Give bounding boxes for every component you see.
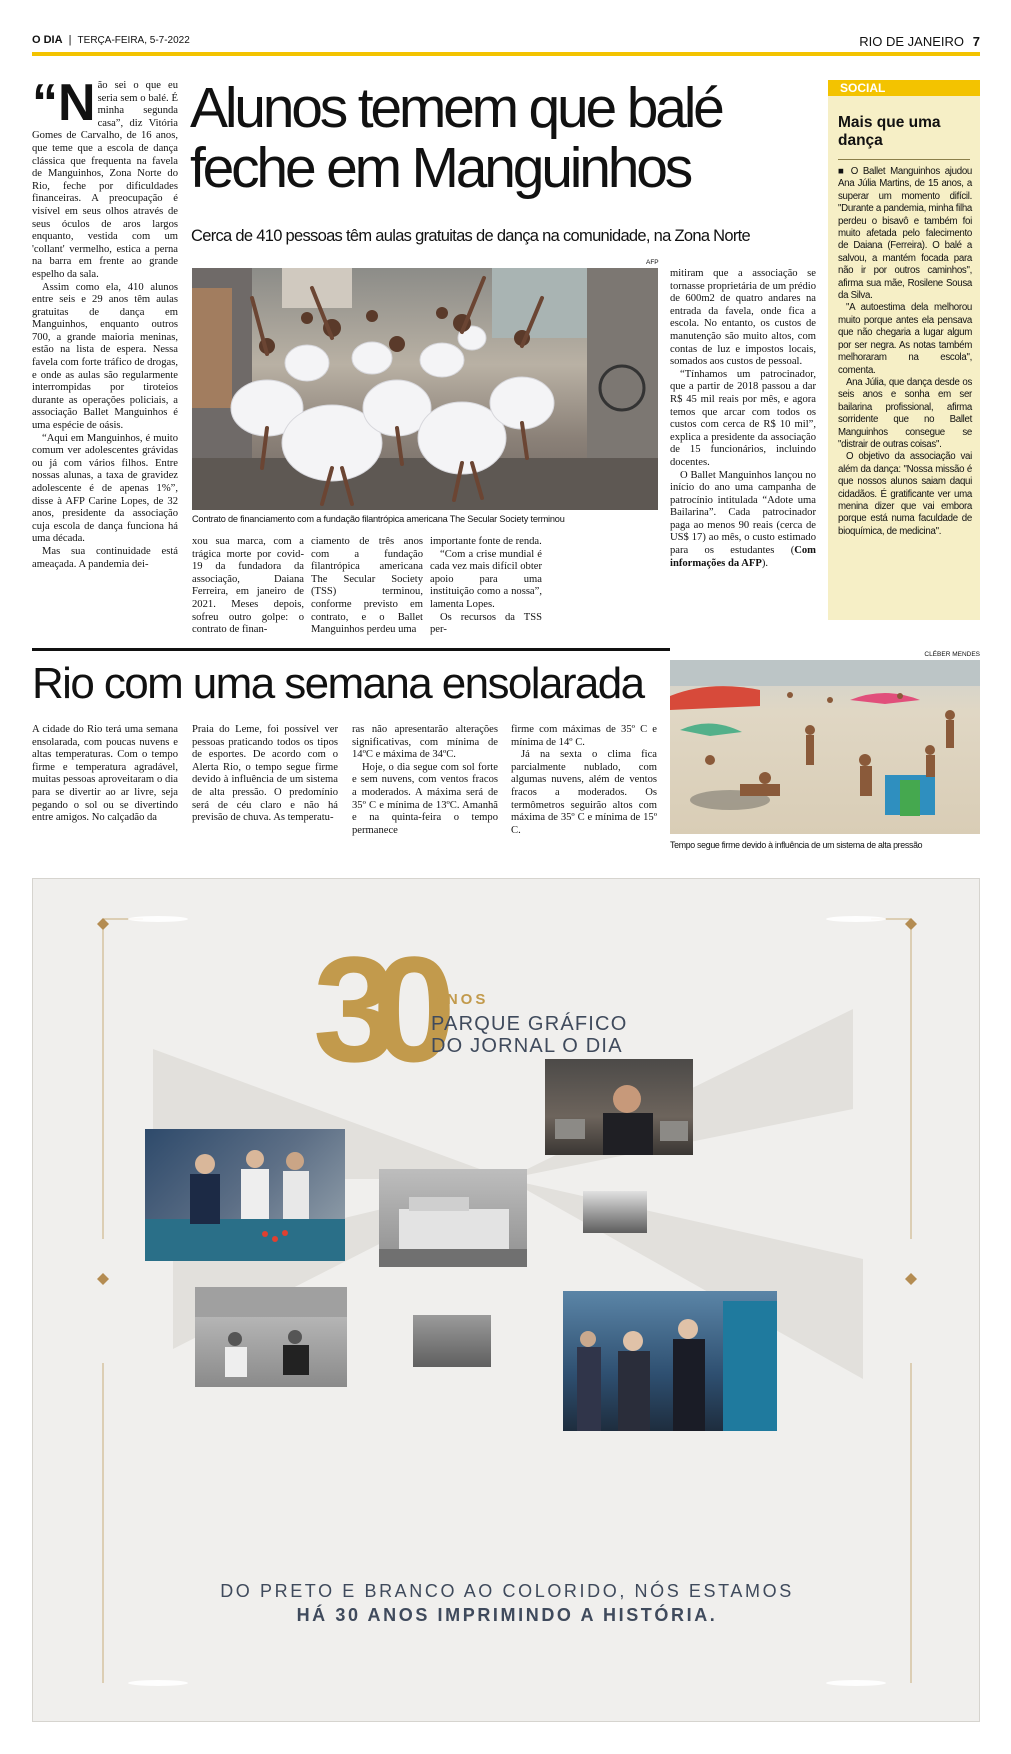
- story2-c3-p2: Hoje, o dia segue com sol forte e sem nuvens, com ventos fracos a moderados. A máxima será de 35º C e mínima de 13ºC. Amanhã e na quinta-feira o tempo permanece: [352, 761, 498, 836]
- story1-column-3: [311, 536, 423, 637]
- story2-c2-p1: Praia do Leme, foi possível ver pessoas praticando todos os tipos de esportes. De acordo com o Alerta Rio, o tempo segue firme devido à influência de um sistema de alta pressão. O predomínio será de céu claro e não há previsão de chuva. As temperatu-: [192, 724, 338, 824]
- story1-column-2: [192, 536, 304, 637]
- sidebar-box: [828, 80, 980, 620]
- ceremony-illustration: [145, 1129, 345, 1261]
- sidebar-p3: Ana Júlia, que dança desde os seis anos e sonha em ser bailarina profissional, afirma sorridente que no Ballet Manguinhos consegue se "distrair de outras coisas".: [838, 376, 972, 450]
- story2-c1-p1: A cidade do Rio terá uma semana ensolarada, com poucas nuvens e altas temperaturas. Com o tempo firme e temperatura agradável, muitas pessoas aproveitaram o dia para se divertir ao ar livre, seja pegando o sol ou se divertindo entre amigos. No calçadão da: [32, 724, 178, 824]
- sidebar-p1: ■ O Ballet Manguinhos ajudou Ana Júlia Martins, de 15 anos, a superar um momento difícil. "Durante a pandemia, minha filha perdeu o bisavô e também foi muito afetada pelo falecimento de Daiana (Ferreira). O balé a salvou, a mantém focada para não ir por outros caminhos", afirma sua mãe, Rosilene Sousa da Silva.: [838, 166, 972, 302]
- story1-column-4: [430, 536, 542, 637]
- header-date: TERÇA-FEIRA, 5-7-2022: [77, 35, 190, 46]
- story1-c5-p2: “Tínhamos um patrocinador, que a partir de 2018 passou a dar R$ 45 mil reais por mês, e agora temos que arcar com todos os custos com cerca de R$ 10 mil”, explica a presidente da associação de 15 funcionários, incluindo docentes.: [670, 368, 816, 468]
- page-number: 7: [972, 34, 980, 49]
- story1-c1-p4: Mas sua continuidade está ameaçada. A pandemia dei-: [32, 545, 178, 570]
- sidebar-rule: [838, 159, 970, 160]
- collage-photo-newsroom: [545, 1059, 693, 1155]
- sidebar-tag: SOCIAL: [828, 80, 980, 96]
- sidebar-p4: O objetivo da associação vai além da dança: "Nossa missão é que nossos alunos saiam daqui cidadãos. É gratificante ver uma menina dizer que vai embora porque está numa faculdade de bioquímica, de medicina".: [838, 451, 972, 537]
- ballet-photo-caption: Contrato de financiamento com a fundação filantrópica americana The Secular Society terminou: [192, 514, 565, 524]
- visit-illustration: [563, 1291, 777, 1431]
- building-illustration: [379, 1169, 527, 1267]
- story1-c5-p3-text: O Ballet Manguinhos lançou no início do ano uma campanha de patrocínio intitulada “Adote uma Bailarina”. Cada patrocinador paga ao menos 90 reais (cerca de US$ 17) ao mês, o custo estimado para os estudantes (: [670, 469, 816, 557]
- ad-tagline-1: DO PRETO E BRANCO AO COLORIDO, NÓS ESTAMOS: [220, 1581, 794, 1601]
- anniversary-number: 30: [313, 925, 432, 1093]
- header-rule: [32, 52, 980, 56]
- header-separator: |: [68, 34, 72, 46]
- sidebar-title: Mais que uma dança: [838, 114, 941, 149]
- office-illustration: [195, 1287, 347, 1387]
- ad-title-line2: DO JORNAL O DIA: [431, 1035, 623, 1057]
- story1-column-1: [32, 74, 178, 571]
- story1-c5-end: ).: [761, 557, 768, 569]
- ballet-illustration: [192, 268, 658, 510]
- header-section: RIO DE JANEIRO: [859, 34, 964, 49]
- collage-photo-ceremony: [145, 1129, 345, 1261]
- story1-c4-p2: “Com a crise mundial é cada vez mais difícil obter apoio para uma instituição como a nossa”, lamenta Lopes.: [430, 548, 542, 610]
- beach-illustration: [670, 660, 980, 834]
- collage-photo-factory: [413, 1315, 491, 1367]
- story1-c5-p1: mitiram que a associação se tornasse proprietária de um prédio de 600m2 de quatro andares na entrada da favela, onde fica a escola. No entanto, os custos de manutenção são muito altos, com contas de luz e impostos locais, somados aos custos de pessoal.: [670, 268, 816, 368]
- beach-photo-caption: Tempo segue firme devido à influência de um sistema de alta pressão: [670, 840, 923, 850]
- newsroom-illustration: [545, 1059, 693, 1155]
- story1-c2-p1: xou sua marca, com a trágica morte por covid-19 da fundadora da associação, Daiana Ferreira, em janeiro de 2021. Meses depois, sofreu outro golpe: o contrato de finan-: [192, 536, 304, 636]
- story1-c5-credit: Com informações da AFP: [670, 545, 816, 569]
- story1-column-5: [670, 268, 816, 570]
- story2-c4-p2: Já na sexta o clima fica parcialmente nublado, com algumas nuvens, além de ventos fracos a moderados. Os termômetros seguirão altos com máxima de 35º C e mínima de 15º C.: [511, 749, 657, 836]
- collage-photo-visit: [563, 1291, 777, 1431]
- story2-rule: [32, 648, 670, 651]
- story1-c5-p3: [670, 470, 816, 571]
- beach-photo: [670, 660, 980, 834]
- ballet-photo: [192, 268, 658, 510]
- page-header: [32, 34, 980, 50]
- story2-c4-p1: firme com máximas de 35º C e mínima de 14º C.: [511, 724, 657, 748]
- photo-credit: AFP: [646, 259, 659, 266]
- story1-c1-p1: ão sei o que eu seria sem o balé. É minha segunda casa”, diz Vitória Gomes de Carvalho, de 16 anos, que teme que a escola de dança clássica que frequenta na favela de Manguinhos, Zona Norte do Rio, feche por dificuldades financeiras. A preocupação é visível em seus olhos através de seus óculos de aros largos enquanto, vestida com um 'collant' vermelho, estica a perna na barra em frente ao grande espelho da sala.: [32, 80, 178, 280]
- story2-column-3: [352, 724, 498, 837]
- ad-tagline-2: HÁ 30 ANOS IMPRIMINDO A HISTÓRIA.: [296, 1605, 718, 1625]
- collage-photo-press: [583, 1191, 647, 1233]
- brand-name: O DIA: [32, 34, 63, 46]
- story1-c3-p1: ciamento de três anos com a fundação filantrópica americana The Secular Society (TSS) terminou, conforme previsto em contrato, e o Ballet Manguinhos perdeu uma: [311, 536, 423, 636]
- story1-headline: Alunos temem que balé feche em Manguinhos: [190, 76, 722, 200]
- story1-c4-p1: importante fonte de renda.: [430, 536, 542, 547]
- anniversary-ad: [32, 878, 980, 1722]
- dropcap: “N: [32, 74, 96, 132]
- story2-column-1: [32, 724, 178, 825]
- story1-c1-p3: “Aqui em Manguinhos, é muito comum ver adolescentes grávidas ou já com vários filhos. Entre nossas alunas, a taxa de gravidez adolescente é de apenas 1%”, disse à AFP Carine Lopes, de 32 anos, presidente da associação cuja escola de dança funciona há uma década.: [32, 432, 178, 545]
- story2-column-4: [511, 724, 657, 837]
- story1-c4-p3: Os recursos da TSS per-: [430, 611, 542, 636]
- collage-photo-building: [379, 1169, 527, 1267]
- anniversary-anos: ANOS: [433, 991, 489, 1008]
- story2-headline: Rio com uma semana ensolarada: [32, 659, 644, 708]
- story2-column-2: [192, 724, 338, 825]
- story1-subhead: Cerca de 410 pessoas têm aulas gratuitas de dança na comunidade, na Zona Norte: [191, 227, 751, 245]
- story2-c3-p1: ras não apresentarão alterações significativas, com mínima de 14ºC e máxima de 34ºC.: [352, 724, 498, 761]
- sidebar-p2: "A autoestima dela melhorou muito porque antes ela pensava que não chegaria a lugar algum por ser negra. As notas também melhoraram na escola", comenta.: [838, 302, 972, 376]
- sidebar-body: [838, 166, 972, 538]
- story1-c1-p2: Assim como ela, 410 alunos entre seis e 29 anos têm aulas gratuitas de dança em Manguinhos, enquanto outros 700, a grande maioria meninas, estão na lista de espera. Nessa favela com forte tráfico de drogas, e onde as aulas são regularmente interrompidas por tiroteios durante as operações policiais, a associação Ballet Manguinhos é uma espécie de oásis.: [32, 281, 178, 432]
- collage-photo-office: [195, 1287, 347, 1387]
- beach-photo-credit: CLÉBER MENDES: [924, 651, 980, 658]
- ad-title-line1: PARQUE GRÁFICO: [431, 1013, 628, 1035]
